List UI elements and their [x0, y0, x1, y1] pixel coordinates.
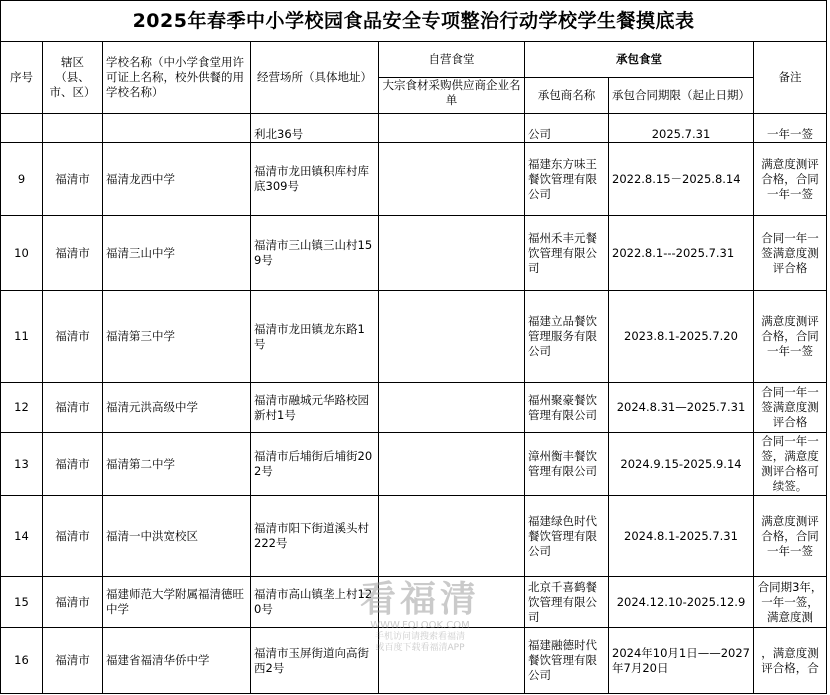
cell-period: 2025.7.31 [609, 114, 754, 143]
watermark-line1: 手机访问请搜索看福清 [374, 632, 465, 642]
watermark-line2: 或百度下载看福清APP [375, 643, 465, 653]
cell-contractor: 福州禾丰元餐饮管理有限公司 [525, 216, 609, 291]
cell-contractor: 公司 [525, 114, 609, 143]
cell-note: 满意度测评合格，合同一年一签 [754, 496, 827, 577]
cell-address: 福清市后埔街后埔街202号 [251, 433, 379, 496]
cell-district: 福清市 [43, 291, 103, 383]
table-row-partial [1, 114, 827, 143]
cell-address: 利北36号 [251, 114, 379, 143]
cell-note: 合同一年一签，满意度测评合格可续签。 [754, 433, 827, 496]
cell-address: 福清市龙田镇龙东路1号 [251, 291, 379, 383]
cell-seq: 10 [1, 216, 43, 291]
cell-seq: 11 [1, 291, 43, 383]
cell-district: 福清市 [43, 383, 103, 433]
cell-address: 福清市玉屏街道向高街西2号 [251, 628, 379, 694]
cell-seq: 14 [1, 496, 43, 577]
header-contract: 承包食堂 [525, 42, 754, 78]
header-self-op: 自营食堂 [379, 42, 525, 78]
cell-note: 一年一签 [754, 114, 827, 143]
cell-note: ，满意度测评合格，合 [754, 628, 827, 694]
table-row [1, 291, 827, 383]
cell-address: 福清市龙田镇积库村库底309号 [251, 143, 379, 216]
cell-seq: 9 [1, 143, 43, 216]
cell-period: 2024.12.10-2025.12.9 [609, 577, 754, 628]
cell-district: 福清市 [43, 577, 103, 628]
cell-address: 福清市融城元华路校园新村1号 [251, 383, 379, 433]
header-note: 备注 [754, 42, 827, 114]
cell-district: 福清市 [43, 433, 103, 496]
cell-contractor: 北京千喜鹤餐饮管理有限公司 [525, 577, 609, 628]
cell-seq [1, 114, 43, 143]
cell-seq: 12 [1, 383, 43, 433]
cell-school: 福建省福清华侨中学 [103, 628, 251, 694]
cell-supplier [379, 114, 525, 143]
cell-period: 2024.8.1-2025.7.31 [609, 496, 754, 577]
cell-supplier [379, 216, 525, 291]
cell-school: 福清龙西中学 [103, 143, 251, 216]
cell-period: 2024.9.15-2025.9.14 [609, 433, 754, 496]
cell-address: 福清市三山镇三山村159号 [251, 216, 379, 291]
header-contractor: 承包商名称 [525, 78, 609, 114]
table-row [1, 628, 827, 694]
cell-district: 福清市 [43, 143, 103, 216]
watermark-brand: 看福清 [359, 579, 480, 620]
table-row [1, 577, 827, 628]
table-row [1, 143, 827, 216]
header-seq: 序号 [1, 42, 43, 114]
cell-school: 福清三山中学 [103, 216, 251, 291]
header-period: 承包合同期限（起止日期） [609, 78, 754, 114]
cell-note: 合同期3年，一年一签，满意度测 [754, 577, 827, 628]
cell-seq: 16 [1, 628, 43, 694]
cell-school: 福建师范大学附属福清德旺中学 [103, 577, 251, 628]
cell-seq: 15 [1, 577, 43, 628]
cell-period: 2023.8.1-2025.7.20 [609, 291, 754, 383]
cell-supplier [379, 143, 525, 216]
cell-note: 满意度测评合格，合同一年一签 [754, 291, 827, 383]
cell-district: 福清市 [43, 216, 103, 291]
cell-district: 福清市 [43, 496, 103, 577]
table-title: 2025年春季中小学校园食品安全专项整治行动学校学生餐摸底表 [1, 1, 827, 42]
cell-supplier [379, 628, 525, 694]
cell-address: 福清市阳下街道溪头村222号 [251, 496, 379, 577]
cell-supplier [379, 577, 525, 628]
cell-district [43, 114, 103, 143]
watermark-url: WWW.FQLOOK.COM [370, 620, 470, 631]
cell-contractor: 福建绿色时代餐饮管理有限公司 [525, 496, 609, 577]
cell-contractor: 福州聚豪餐饮管理有限公司 [525, 383, 609, 433]
cell-supplier [379, 291, 525, 383]
cell-contractor: 漳州衡丰餐饮管理有限公司 [525, 433, 609, 496]
cell-school [103, 114, 251, 143]
table-row [1, 433, 827, 496]
cell-period: 2022.8.1---2025.7.31 [609, 216, 754, 291]
cell-seq: 13 [1, 433, 43, 496]
cell-district: 福清市 [43, 628, 103, 694]
cell-period: 2022.8.15－2025.8.14 [609, 143, 754, 216]
header-address: 经营场所（具体地址） [251, 42, 379, 114]
table-row [1, 216, 827, 291]
cell-school: 福清元洪高级中学 [103, 383, 251, 433]
cell-contractor: 福建融德时代餐饮管理有限公司 [525, 628, 609, 694]
cell-school: 福清第二中学 [103, 433, 251, 496]
cell-supplier [379, 433, 525, 496]
cell-address: 福清市高山镇垄上村120号 [251, 577, 379, 628]
header-school: 学校名称（中小学食堂用许可证上名称，校外供餐的用学校名称） [103, 42, 251, 114]
cell-note: 合同一年一签满意度测评合格 [754, 216, 827, 291]
cell-note: 满意度测评合格，合同一年一签 [754, 143, 827, 216]
table-row [1, 496, 827, 577]
cell-supplier [379, 383, 525, 433]
cell-supplier [379, 496, 525, 577]
cell-school: 福清第三中学 [103, 291, 251, 383]
cell-period: 2024年10月1日——2027年7月20日 [609, 628, 754, 694]
header-supplier: 大宗食材采购供应商企业名单 [379, 78, 525, 114]
table-row [1, 383, 827, 433]
cell-note: 合同一年一签满意度测评合格 [754, 383, 827, 433]
cell-period: 2024.8.31—2025.7.31 [609, 383, 754, 433]
cell-contractor: 福建立品餐饮管理服务有限公司 [525, 291, 609, 383]
cell-contractor: 福建东方味王餐饮管理有限公司 [525, 143, 609, 216]
header-district: 辖区（县、市、区） [43, 42, 103, 114]
cell-school: 福清一中洪宽校区 [103, 496, 251, 577]
